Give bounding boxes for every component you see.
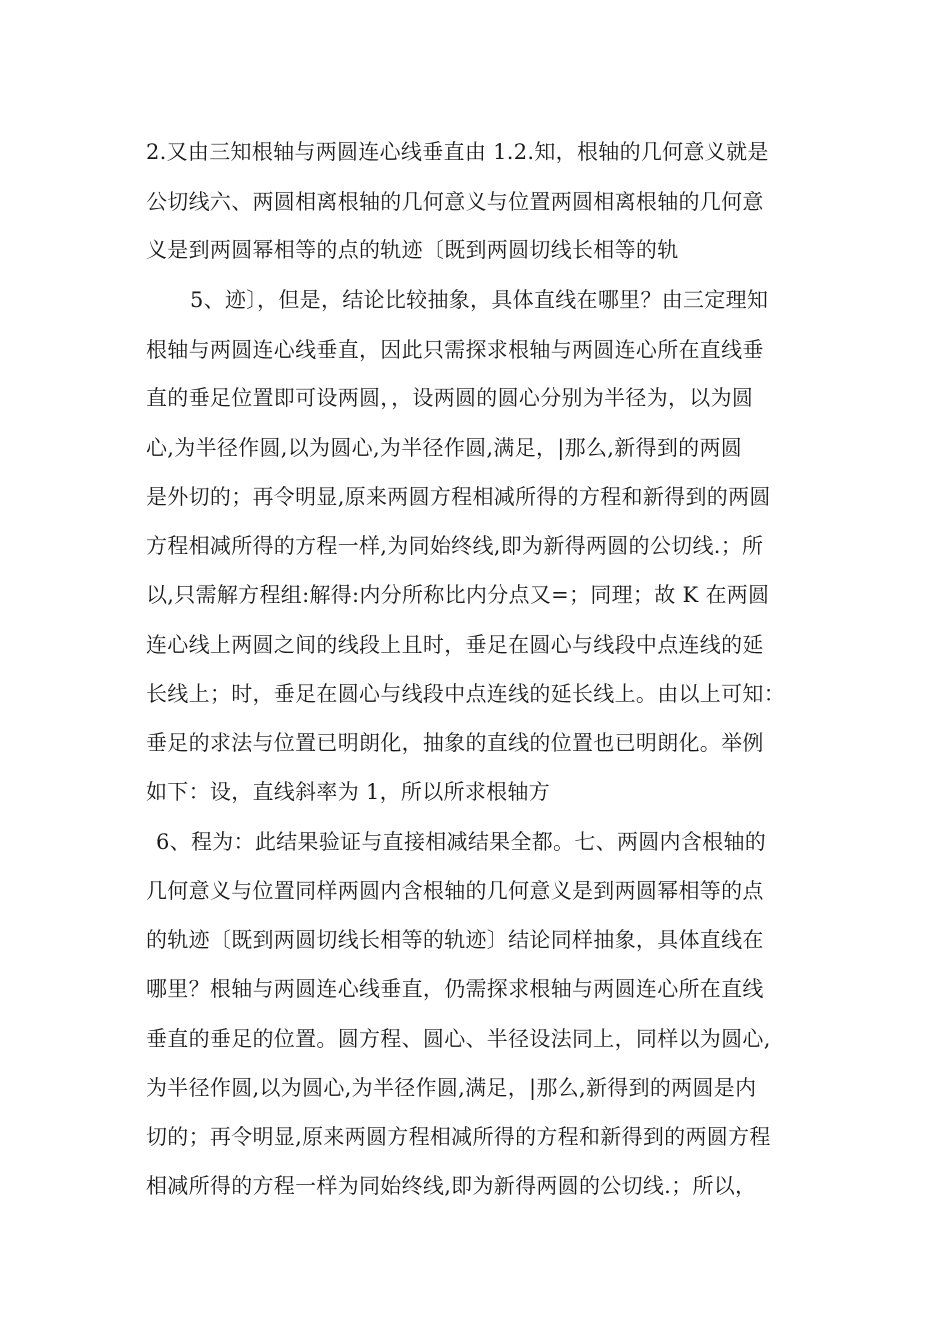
- text-line: 义是到两圆幂相等的点的轨迹〔既到两圆切线长相等的轨: [146, 238, 679, 262]
- text-line: 心,为半径作圆,以为圆心,为半径作圆,满足，|那么,新得到的两圆: [146, 436, 743, 460]
- text-line: 长线上；时，垂足在圆心与线段中点连线的延长线上。由以上可知：: [146, 682, 785, 706]
- text-line: 连心线上两圆之间的线段上且时，垂足在圆心与线段中点连线的延: [146, 633, 764, 657]
- text-line: 切的；再令明显,原来两圆方程相减所得的方程和新得到的两圆方程: [146, 1125, 771, 1149]
- text-line: 6、程为：此结果验证与直接相减结果全都。七、两圆内含根轴的: [156, 830, 767, 854]
- text-line: 的轨迹〔既到两圆切线长相等的轨迹〕结论同样抽象，具体直线在: [146, 928, 764, 952]
- text-line: 根轴与两圆连心线垂直，因此只需探求根轴与两圆连心所在直线垂: [146, 338, 764, 362]
- text-line: 直的垂足位置即可设两圆，，设两圆的圆心分别为半径为，以为圆: [146, 386, 754, 410]
- text-line: 如下：设，直线斜率为 1，所以所求根轴方: [146, 780, 551, 804]
- text-line: 垂足的求法与位置已明朗化，抽象的直线的位置也已明朗化。举例: [146, 731, 764, 755]
- text-line: 以,只需解方程组:解得:内分所称比内分点又=；同理；故 K 在两圆: [146, 583, 770, 607]
- text-line: 哪里？根轴与两圆连心线垂直，仍需探求根轴与两圆连心所在直线: [146, 977, 764, 1001]
- text-line: 为半径作圆,以为圆心,为半径作圆,满足，|那么,新得到的两圆是内: [146, 1076, 757, 1100]
- text-line: 是外切的；再令明显,原来两圆方程相减所得的方程和新得到的两圆: [146, 485, 771, 509]
- text-line: 几何意义与位置同样两圆内含根轴的几何意义是到两圆幂相等的点: [146, 879, 764, 903]
- text-line: 相减所得的方程一样为同始终线,即为新得两圆的公切线.；所以，: [146, 1174, 757, 1198]
- text-line: 2.又由三知根轴与两圆连心线垂直由 1.2.知，根轴的几何意义就是: [146, 140, 769, 164]
- text-line: 公切线六、两圆相离根轴的几何意义与位置两圆相离根轴的几何意: [146, 190, 764, 214]
- text-line: 5、迹〕，但是，结论比较抽象，具体直线在哪里？由三定理知: [190, 288, 769, 312]
- text-line: 垂直的垂足的位置。圆方程、圆心、半径设法同上，同样以为圆心,: [146, 1027, 771, 1051]
- text-line: 方程相减所得的方程一样,为同始终线,即为新得两圆的公切线.；所: [146, 534, 764, 558]
